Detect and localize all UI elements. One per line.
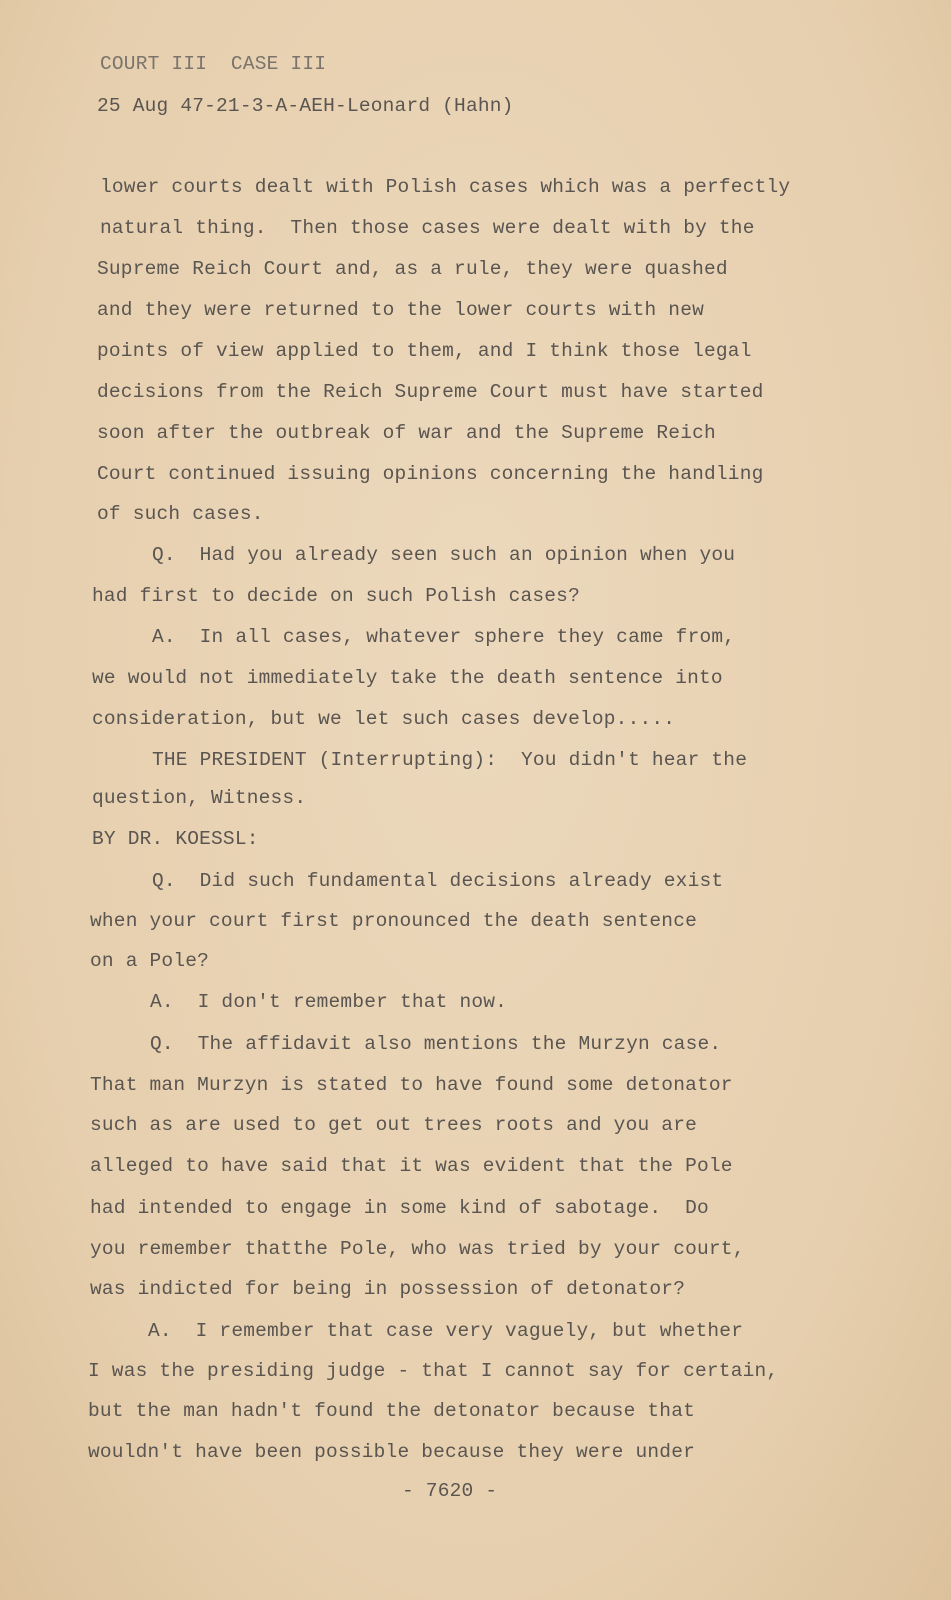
text-line: A. In all cases, whatever sphere they came from, [152,626,736,648]
text-line: but the man hadn't found the detonator because that [88,1400,695,1422]
text-line: wouldn't have been possible because they were under [88,1441,695,1463]
text-line: Court continued issuing opinions concerning the handling [97,463,764,485]
court-case-header: COURT III CASE III [100,53,327,75]
text-line: soon after the outbreak of war and the Supreme Reich [97,422,716,444]
text-line: Supreme Reich Court and, as a rule, they were quashed [97,258,728,280]
text-line: of such cases. [97,503,264,525]
text-line: consideration, but we let such cases develop..... [92,708,676,730]
text-line: alleged to have said that it was evident that the Pole [90,1155,733,1177]
text-line: when your court first pronounced the death sentence [90,910,697,932]
text-line: question, Witness. [92,787,307,809]
text-line: had first to decide on such Polish cases? [92,585,580,607]
text-line: BY DR. KOESSL: [92,828,259,850]
text-line: THE PRESIDENT (Interrupting): You didn't hear the [152,749,748,771]
text-line: natural thing. Then those cases were dealt with by the [100,217,755,239]
text-line: A. I don't remember that now. [150,991,508,1013]
text-line: Q. Had you already seen such an opinion when you [152,544,736,566]
text-line: points of view applied to them, and I think those legal [97,340,752,362]
text-line: I was the presiding judge - that I cannot say for certain, [88,1360,779,1382]
text-line: and they were returned to the lower courts with new [97,299,704,321]
text-line: we would not immediately take the death sentence into [92,667,723,689]
text-line: decisions from the Reich Supreme Court must have started [97,381,764,403]
text-line: A. I remember that case very vaguely, but whether [148,1320,744,1342]
text-line: such as are used to get out trees roots and you are [90,1114,697,1136]
text-line: you remember thatthe Pole, who was tried by your court, [90,1238,745,1260]
text-line: Q. The affidavit also mentions the Murzyn case. [150,1033,722,1055]
text-line: on a Pole? [90,950,210,972]
page-number: - 7620 - [402,1480,498,1502]
text-line: That man Murzyn is stated to have found some detonator [90,1074,733,1096]
text-line: lower courts dealt with Polish cases which was a perfectly [100,176,791,198]
text-line: was indicted for being in possession of detonator? [90,1278,686,1300]
text-line: had intended to engage in some kind of sabotage. Do [90,1197,709,1219]
text-line: Q. Did such fundamental decisions already exist [152,870,724,892]
session-header: 25 Aug 47-21-3-A-AEH-Leonard (Hahn) [97,95,514,117]
